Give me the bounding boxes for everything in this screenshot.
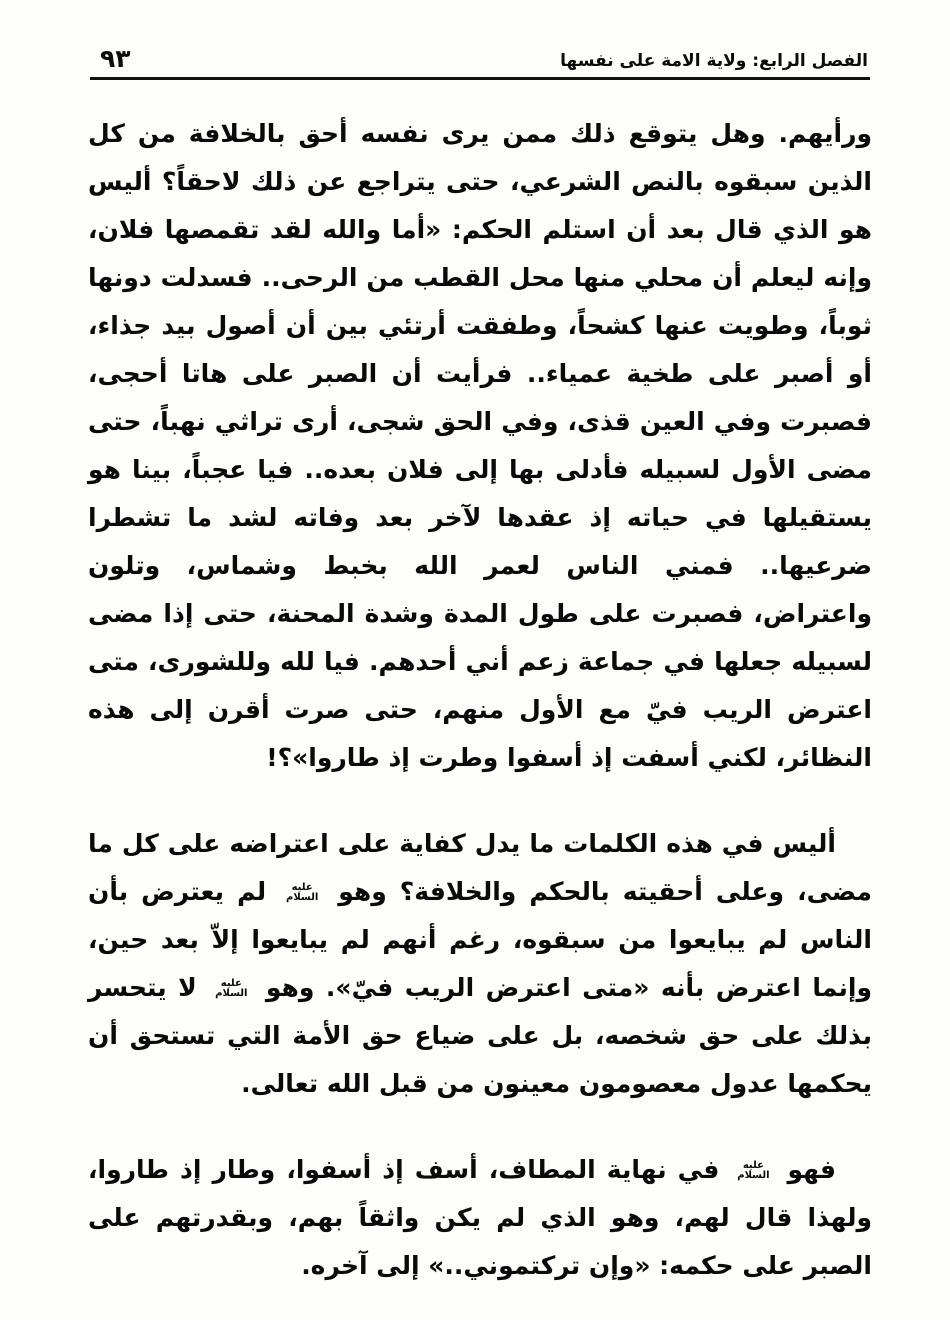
header-rule — [90, 77, 870, 80]
paragraph-2 — [88, 820, 872, 1108]
paragraph-3-segment-1: فهو — [776, 1155, 836, 1184]
paragraph-2-segment-3: لا يتحسر بذلك على حق شخصه، بل على ضياع حق الأمة التي تستحق أن يحكمها عدول معصومون معينون من قبل الله تعالى. — [88, 973, 872, 1098]
honorific-alayhis-salam-icon: عليه السلام — [286, 881, 319, 903]
page-content — [88, 46, 872, 1320]
page-header — [88, 46, 872, 77]
chapter-title: الفصل الرابع: ولاية الامة على نفسها — [560, 51, 868, 71]
paragraph-2-segment-1: أليس في هذه الكلمات ما يدل كفاية على اعتراضه على كل ما مضى، وعلى أحقيته بالحكم والخلافة؟ وهو — [88, 829, 872, 906]
body-text — [88, 110, 872, 1290]
paragraph-1-text: ورأيهم. وهل يتوقع ذلك ممن يرى نفسه أحق بالخلافة من كل الذين سبقوه بالنص الشرعي، حتى يتراجع عن ذلك لاحقاً؟ أليس هو الذي قال بعد أن استلم الحكم: «أما والله لقد تقمصها فلان، وإنه ليعلم أن محلي منها محل القطب من الرحى.. فسدلت دونها ثوباً، وطويت عنها كشحاً، وطفقت أرتئي بين أن أصول بيد جذاء، أو أصبر على طخية عمياء.. فرأيت أن الصبر على هاتا أحجى، فصبرت وفي العين قذى، وفي الحق شجى، أرى تراثي نهباً، حتى مضى الأول لسبيله فأدلى بها إلى فلان بعده.. فيا عجباً، بينا هو يستقيلها في حياته إذ عقدها لآخر بعد وفاته لشد ما تشطرا ضرعيها.. فمني الناس لعمر الله بخبط وشماس، وتلون واعتراض، فصبرت على طول المدة وشدة المحنة، حتى إذا مضى لسبيله جعلها في جماعة زعم أني أحدهم. فيا لله وللشورى، متى اعترض الريب فيّ مع الأول منهم، حتى صرت أقرن إلى هذه النظائر، لكني أسفت إذ أسفوا وطرت إذ طاروا»؟! — [88, 119, 872, 772]
paragraph-3 — [88, 1146, 872, 1290]
page-number: ٩٣ — [100, 44, 131, 73]
paragraph-1 — [88, 110, 872, 782]
honorific-alayhis-salam-icon: عليه السلام — [737, 1159, 770, 1181]
honorific-alayhis-salam-icon: عليه السلام — [215, 977, 248, 999]
paragraph-2-segment-2: لم يعترض بأن الناس لم يبايعوا من سبقوه، رغم أنهم لم يبايعوا إلاّ بعد حين، وإنما اعترض بأنه «متى اعترض الريب فيّ». وهو — [88, 877, 872, 1002]
paragraph-3-segment-2: في نهاية المطاف، أسف إذ أسفوا، وطار إذ طاروا، ولهذا قال لهم، وهو الذي لم يكن واثقاً بهم، وبقدرتهم على الصبر على حكمه: «وإن تركتموني..» إلى آخره. — [88, 1155, 872, 1280]
